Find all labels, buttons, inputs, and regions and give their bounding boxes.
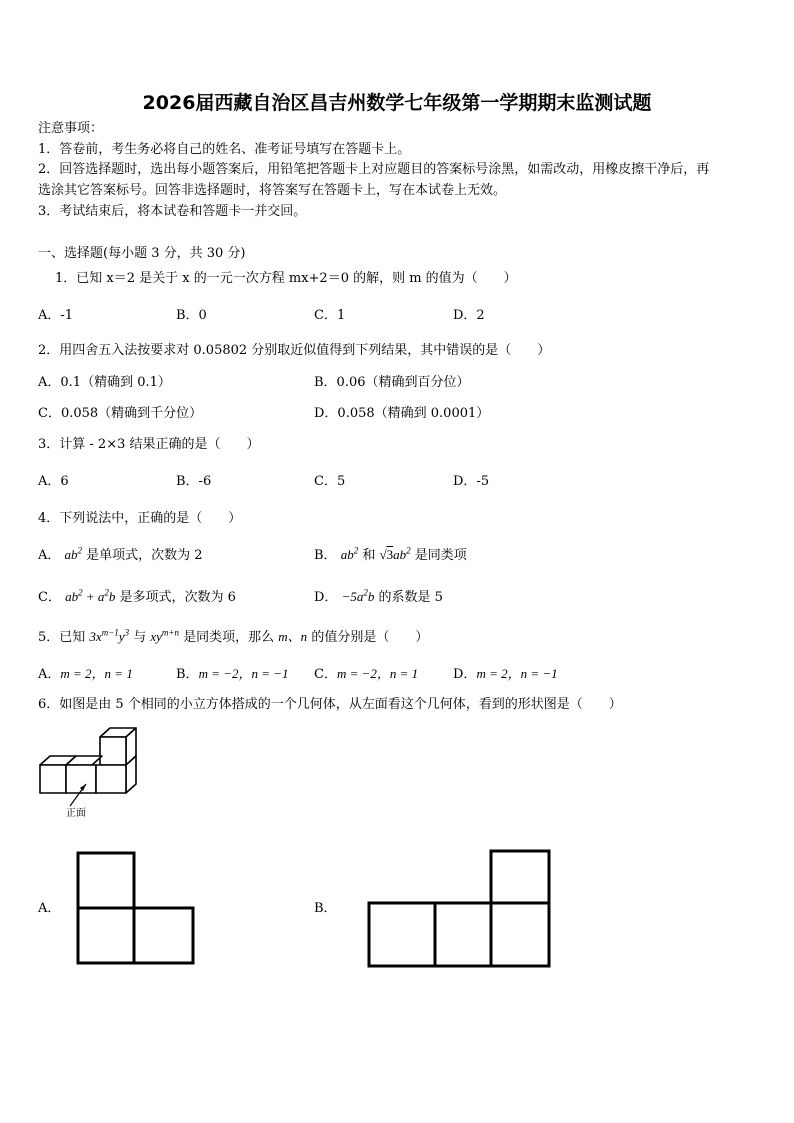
front-label: 正面 [66,808,86,819]
question-2-option-d: D．0.058（精确到 0.0001） [314,406,490,421]
question-4-option-c [38,589,236,606]
notice-item: 1．答卷前，考生务必将自己的姓名、准考证号填写在答题卡上。 [38,142,411,157]
option-b-shape [366,848,554,970]
question-1-option-b: B．0 [176,308,207,323]
question-2-option-c: C．0.058（精确到千分位） [38,406,203,421]
question-3-stem: 3．计算 - 2×3 结果正确的是（ ） [38,437,260,452]
question-4-option-b [314,547,467,564]
question-4-stem: 4．下列说法中，正确的是（ ） [38,511,242,526]
stem-text: 是同类项，那么 [183,630,275,645]
math-expression: $ab^2$ [64,545,83,562]
stem-text: 的值分别是（ ） [311,630,429,645]
question-3-option-b: B．-6 [176,474,212,489]
math-expression: m = 2，n = 1 [60,666,133,681]
question-3-option-c: C．5 [314,474,346,489]
math-expression: $3x^{m-1}y^3$ [89,627,130,644]
option-label: B． [176,667,199,682]
math-expression: m = −2，n = 1 [336,666,419,681]
math-expression: $√3ab^2$ [379,545,411,562]
question-4-option-a [38,547,203,564]
question-5-stem [38,629,428,646]
option-text: 是单项式，次数为 2 [86,548,203,563]
option-label: A． [38,667,61,682]
question-1-option-c: C．1 [314,308,346,323]
question-2-stem: 2．用四舍五入法按要求对 0.05802 分别取近似值得到下列结果，其中错误的是（ ） [38,343,551,358]
option-text: 的系数是 5 [378,590,443,605]
notice-heading: 注意事项： [38,121,104,136]
question-4-option-d [314,589,443,606]
option-label: C． [38,590,61,605]
option-label: A． [38,548,61,563]
exam-title: 2026届西藏自治区昌吉州数学七年级第一学期期末监测试题 [142,92,652,114]
question-3-option-a: A．6 [38,474,69,489]
section-heading: 一、选择题(每小题 3 分，共 30 分) [38,246,246,261]
question-1-stem: 1．已知 x＝2 是关于 x 的一元一次方程 mx+2＝0 的解，则 m 的值为（ ） [55,271,517,286]
option-label: C． [314,667,337,682]
math-expression: m、n [278,629,308,644]
option-label: B． [314,548,337,563]
question-5-option-a [38,666,133,683]
question-5-option-b [176,666,289,683]
question-2-option-a: A．0.1（精确到 0.1） [38,375,171,390]
question-1-option-a: A．-1 [38,308,74,323]
math-expression: m = −2，n = −1 [198,666,289,681]
math-expression: m = 2，n = −1 [476,666,558,681]
cube-figure [36,722,146,822]
question-6-option-a: A． [38,901,61,916]
math-expression: $ab^2$ [340,545,359,562]
option-label: D． [314,590,338,605]
stem-text: 与 [133,630,147,645]
notice-item: 选涂其它答案标号。回答非选择题时，将答案写在答题卡上，写在本试卷上无效。 [38,183,507,198]
notice-item: 2．回答选择题时，选出每小题答案后，用铅笔把答题卡上对应题目的答案标号涂黑，如需改动，用橡皮擦干净后，再 [38,162,710,177]
math-expression: $ab^2 + a^2b$ [65,587,116,604]
notice-item: 3．考试结束后，将本试卷和答题卡一并交回。 [38,204,307,219]
option-text: 是同类项 [414,548,467,563]
option-text: 是多项式，次数为 6 [119,590,236,605]
question-6-stem: 6．如图是由 5 个相同的小立方体搭成的一个几何体，从左面看这个几何体，看到的形状图是（ ） [38,697,622,712]
question-1-option-d: D．2 [453,308,485,323]
question-5-option-d [453,666,558,683]
math-expression: $-5a^2b$ [341,587,375,604]
option-label: D． [453,667,477,682]
stem-text: 5．已知 [38,630,86,645]
question-6-option-b: B． [314,901,337,916]
option-a-shape [75,850,197,966]
option-connector: 和 [362,548,376,563]
question-3-option-d: D．-5 [453,474,490,489]
question-2-option-b: B．0.06（精确到百分位） [314,375,470,390]
math-expression: $xy^{m+n}$ [150,627,179,644]
question-5-option-c [314,666,418,683]
